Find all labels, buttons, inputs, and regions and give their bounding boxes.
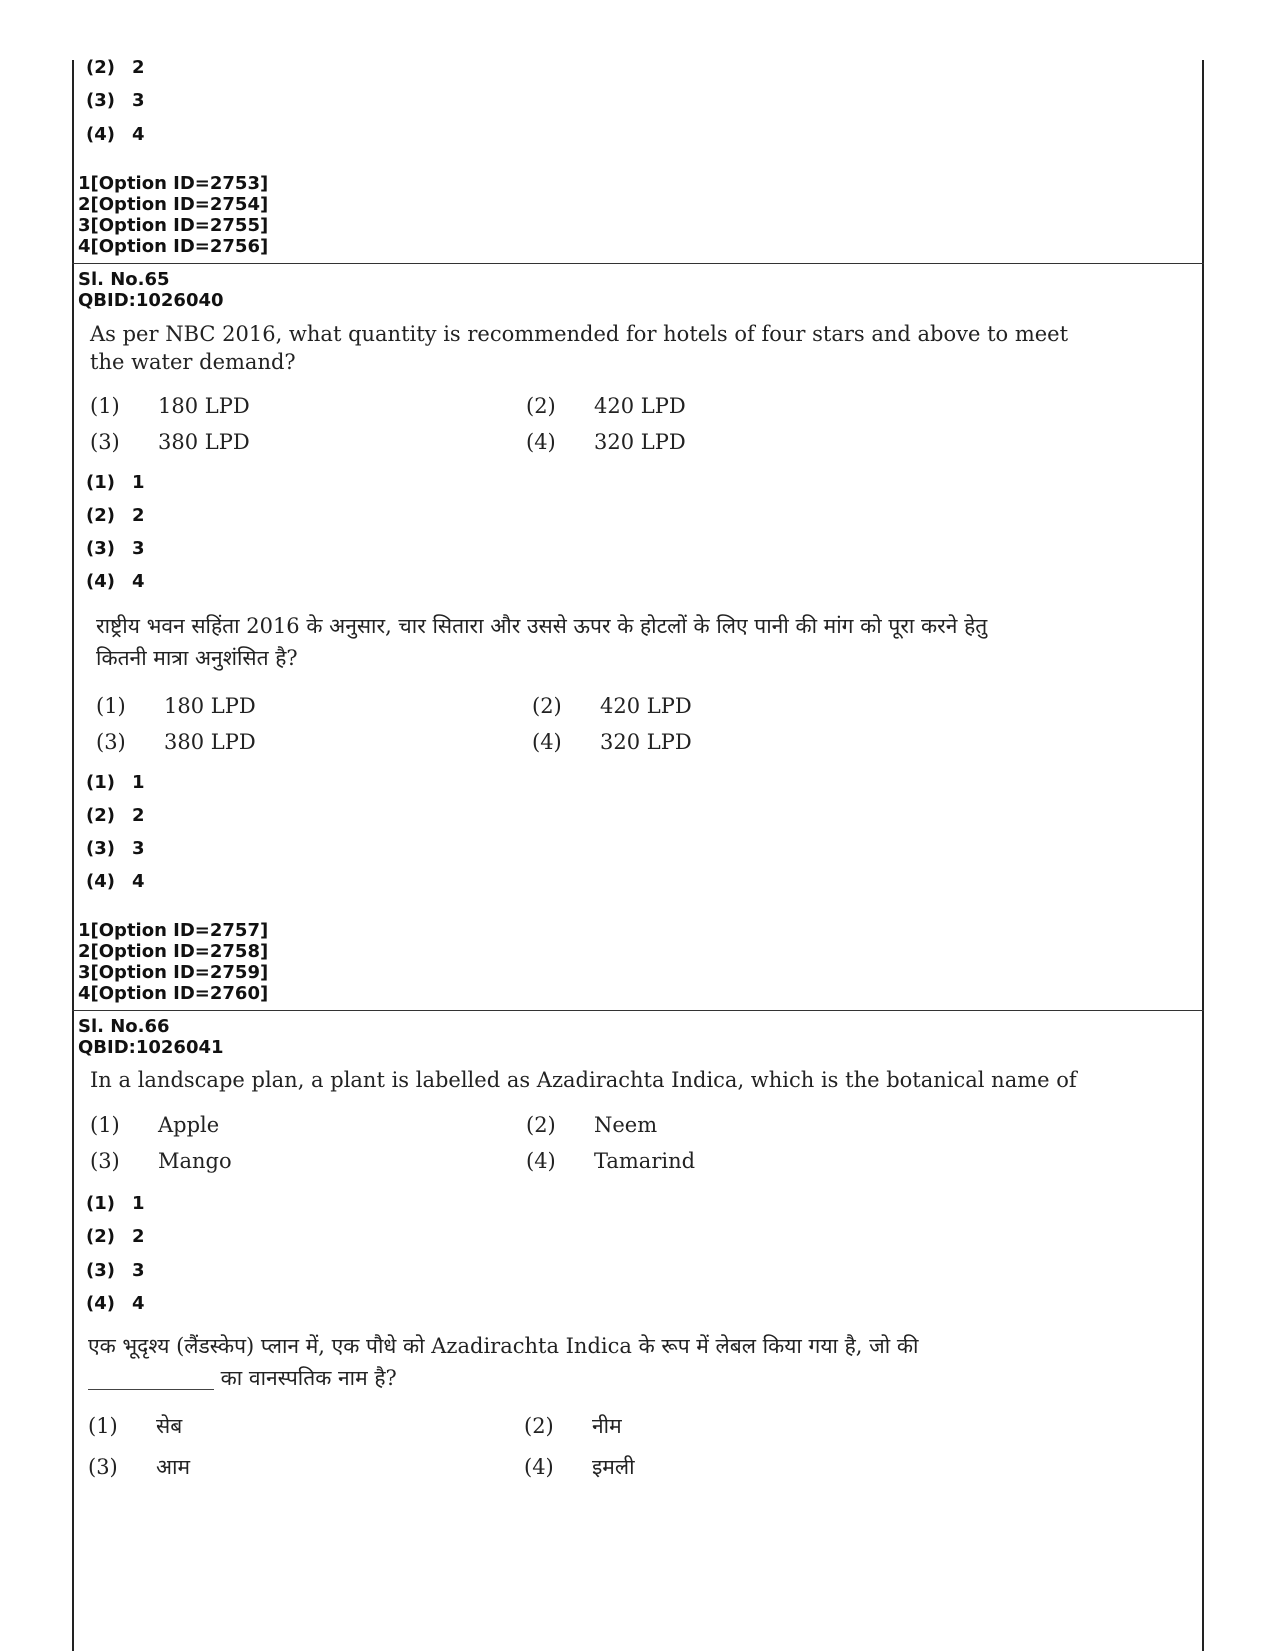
page-frame: [72, 60, 1204, 1651]
option-id: 1[Option ID=2753]: [78, 173, 269, 194]
serial-number: Sl. No.65: [78, 269, 170, 290]
question-stem-hindi: एक भूदृश्य (लैंडस्केप) प्लान में, एक पौधे को Azadirachta Indica के रूप में लेबल किया गया है, जो की ____________ का वानस्पतिक नाम है?: [88, 1334, 919, 1390]
option-1: (1) सेब: [88, 1414, 183, 1438]
answer-line: (3) 3: [86, 838, 145, 859]
option-2: (2) नीम: [524, 1414, 622, 1438]
answer-line: (3) 3: [86, 90, 145, 111]
option-id: 4[Option ID=2756]: [78, 236, 269, 257]
section-divider: [72, 263, 1204, 264]
option-4: (4) इमली: [524, 1455, 635, 1479]
answer-line: (3) 3: [86, 1260, 145, 1281]
option-id: 2[Option ID=2758]: [78, 941, 269, 962]
question-bank-id: QBID:1026041: [78, 1037, 224, 1058]
option-2: (2) Neem: [526, 1113, 658, 1137]
answer-line: (1) 1: [86, 772, 145, 793]
option-1: (1) 180 LPD: [90, 394, 250, 418]
section-divider: [72, 1010, 1204, 1011]
answer-line: (4) 4: [86, 124, 145, 145]
option-3: (3) Mango: [90, 1149, 232, 1173]
option-3: (3) आम: [88, 1455, 191, 1479]
option-id: 4[Option ID=2760]: [78, 983, 269, 1004]
serial-number: Sl. No.66: [78, 1016, 170, 1037]
answer-line: (3) 3: [86, 538, 145, 559]
question-stem-hindi: राष्ट्रीय भवन सहिंता 2016 के अनुसार, चार सितारा और उससे ऊपर के होटलों के लिए पानी की मांग को पूरा करने हेतु कितनी मात्रा अनुशंसित है?: [96, 614, 988, 670]
option-id: 2[Option ID=2754]: [78, 194, 269, 215]
option-id: 3[Option ID=2755]: [78, 215, 269, 236]
option-id: 1[Option ID=2757]: [78, 920, 269, 941]
question-bank-id: QBID:1026040: [78, 290, 224, 311]
option-4: (4) Tamarind: [526, 1149, 696, 1173]
answer-line: (2) 2: [86, 505, 145, 526]
answer-line: (1) 1: [86, 1193, 145, 1214]
option-1: (1) Apple: [90, 1113, 220, 1137]
question-stem-english: As per NBC 2016, what quantity is recommended for hotels of four stars and above to meet the water demand?: [90, 322, 1069, 374]
option-2: (2) 420 LPD: [526, 394, 686, 418]
answer-line: (4) 4: [86, 1293, 145, 1314]
option-1: (1) 180 LPD: [96, 694, 256, 718]
option-4: (4) 320 LPD: [532, 730, 692, 754]
answer-line: (4) 4: [86, 871, 145, 892]
answer-line: (2) 2: [86, 57, 145, 78]
option-3: (3) 380 LPD: [96, 730, 256, 754]
answer-line: (2) 2: [86, 1226, 145, 1247]
option-4: (4) 320 LPD: [526, 430, 686, 454]
option-3: (3) 380 LPD: [90, 430, 250, 454]
option-2: (2) 420 LPD: [532, 694, 692, 718]
answer-line: (2) 2: [86, 805, 145, 826]
question-stem-english: In a landscape plan, a plant is labelled as Azadirachta Indica, which is the botanical name of: [90, 1068, 1077, 1092]
answer-line: (1) 1: [86, 472, 145, 493]
option-id: 3[Option ID=2759]: [78, 962, 269, 983]
answer-line: (4) 4: [86, 571, 145, 592]
